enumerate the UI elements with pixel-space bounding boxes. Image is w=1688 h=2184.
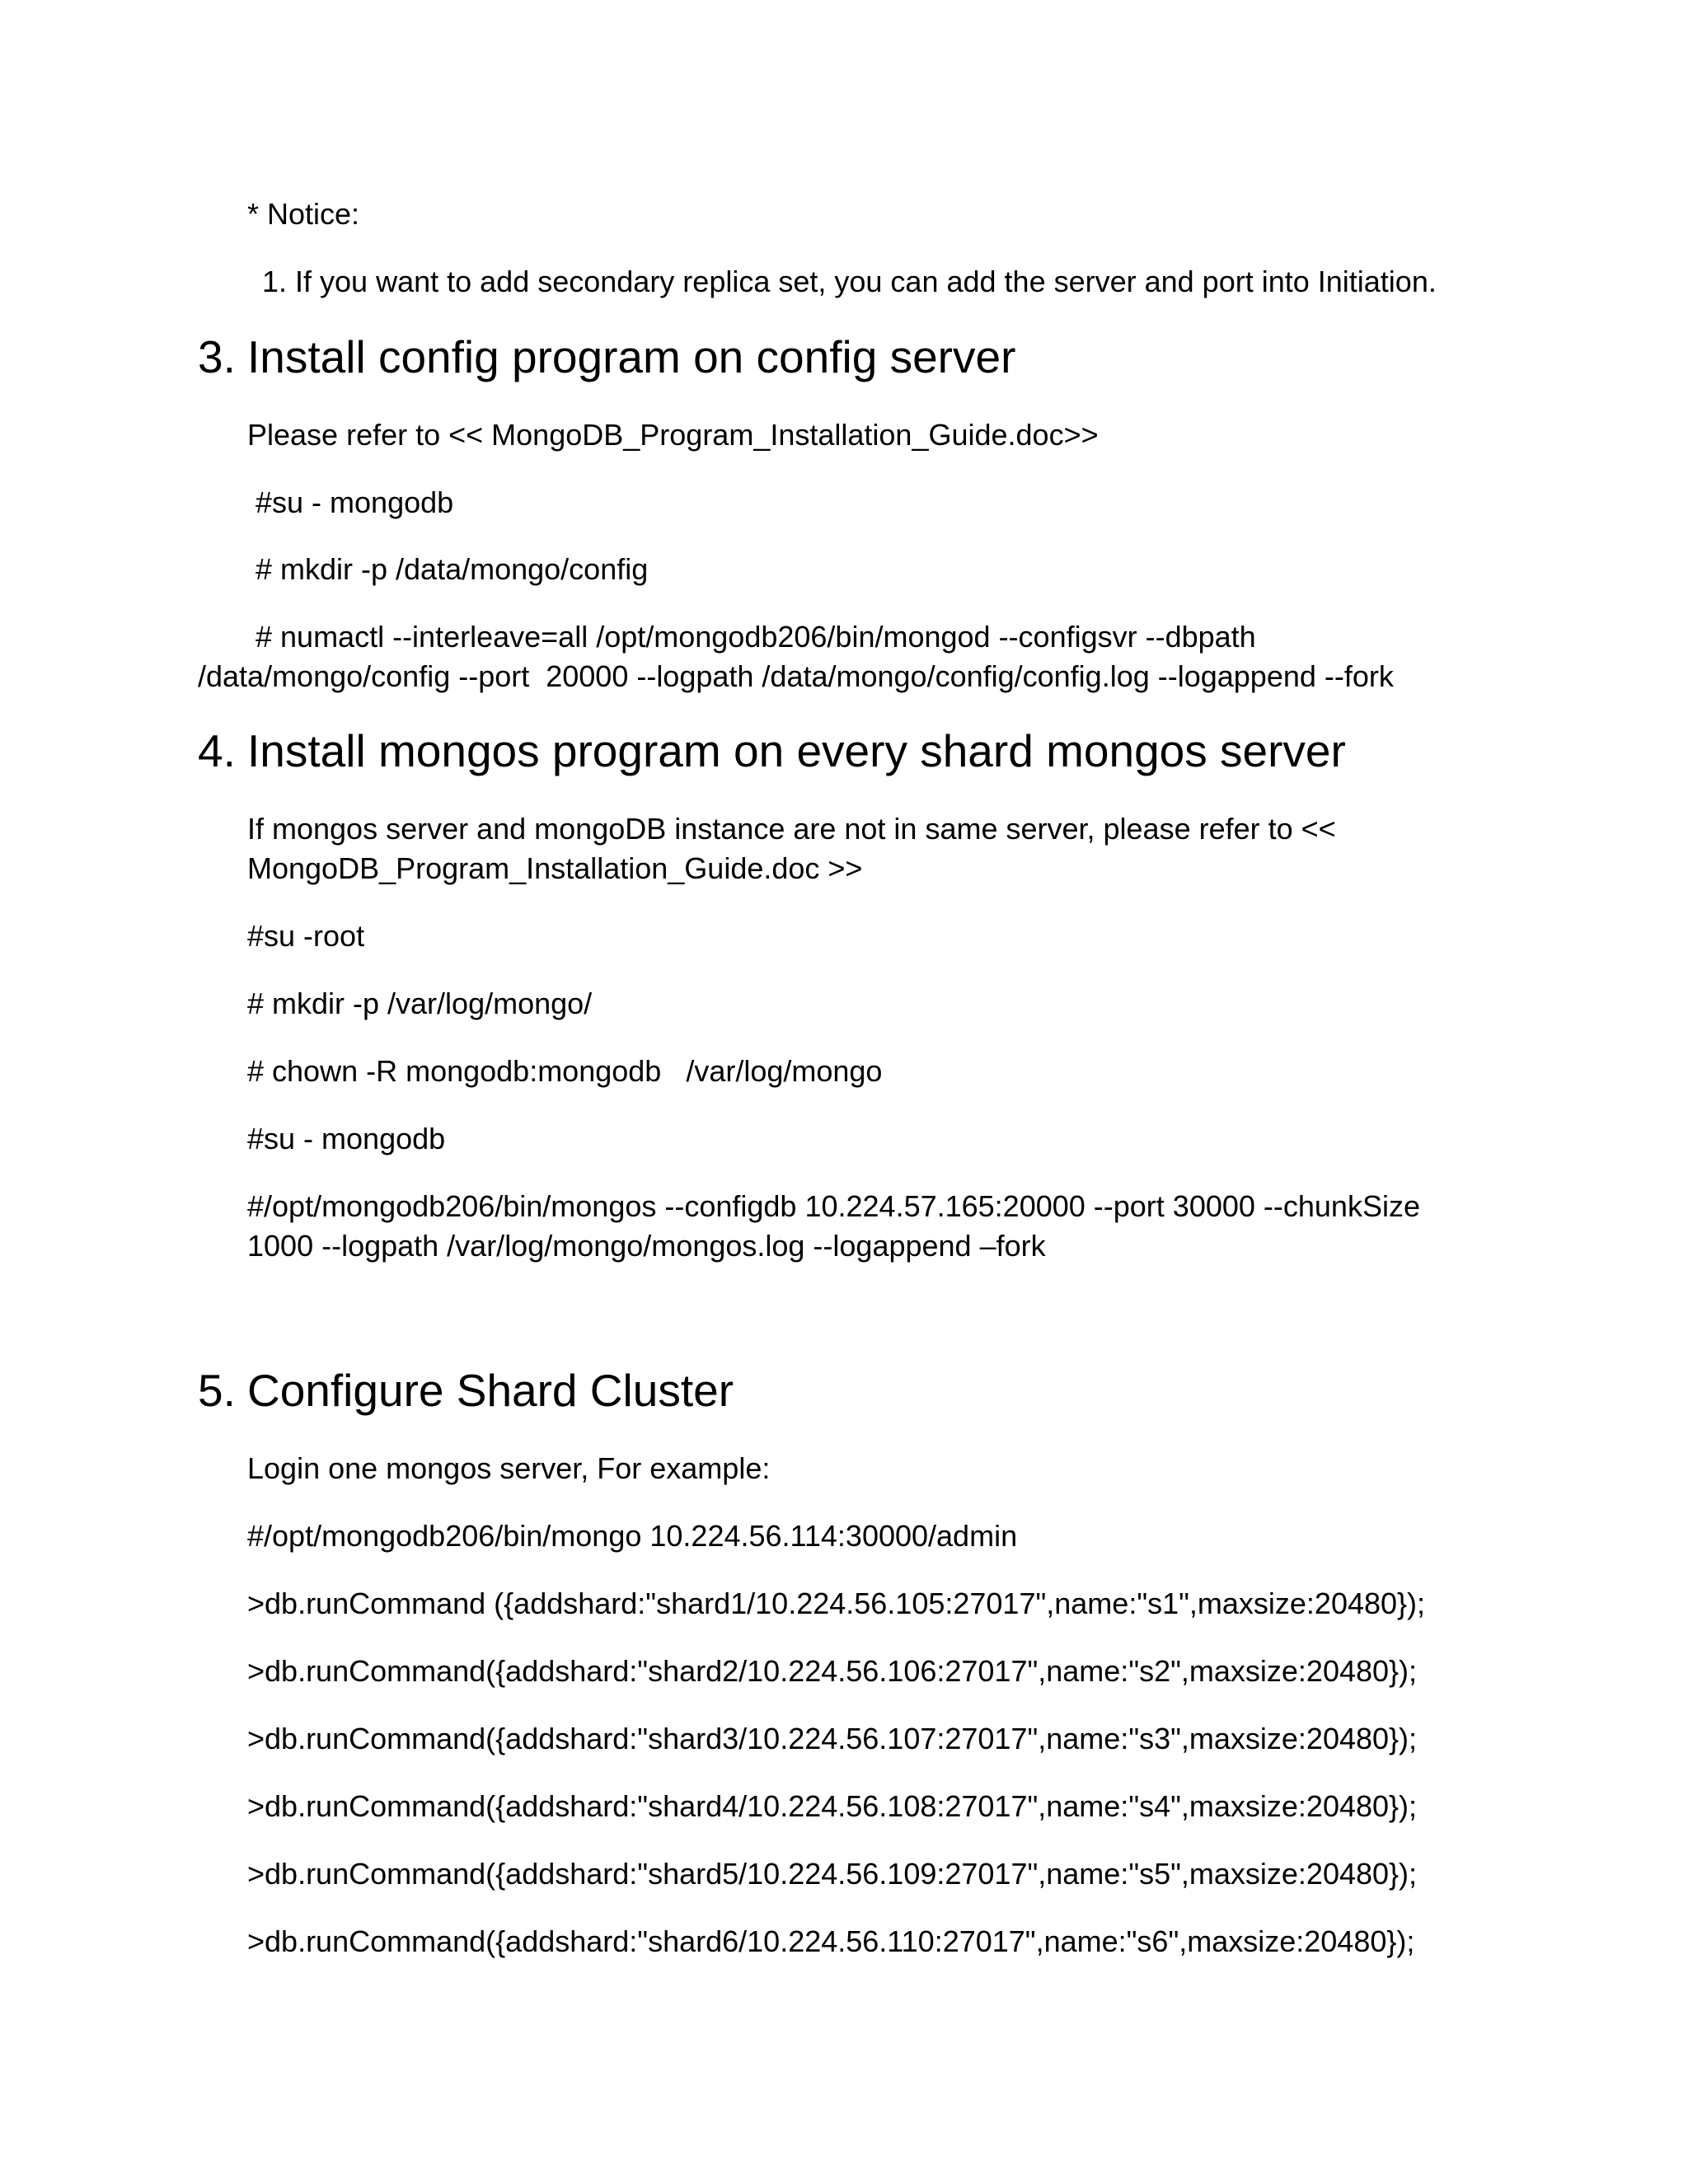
- section-5-heading: [198, 1363, 734, 1418]
- section-5-line: #/opt/mongodb206/bin/mongo 10.224.56.114:30000/admin: [247, 1519, 1018, 1553]
- section-4-line: # chown -R mongodb:mongodb /var/log/mongo: [247, 1054, 883, 1088]
- section-4-line: # mkdir -p /var/log/mongo/: [247, 987, 593, 1020]
- notice-label: * Notice:: [247, 197, 360, 231]
- section-4-line: #su - mongodb: [247, 1122, 446, 1155]
- section-5-line: >db.runCommand({addshard:"shard2/10.224.56.106:27017",name:"s2",maxsize:20480});: [247, 1654, 1418, 1688]
- section-5-line: Login one mongos server, For example:: [247, 1451, 771, 1485]
- section-title: Install mongos program on every shard mongos server: [247, 725, 1346, 776]
- section-4-line: 1000 --logpath /var/log/mongo/mongos.log --logappend –fork: [247, 1229, 1046, 1263]
- section-number: 4.: [198, 725, 236, 776]
- section-5-line: >db.runCommand ({addshard:"shard1/10.224.56.105:27017",name:"s1",maxsize:20480});: [247, 1586, 1426, 1620]
- section-3-heading: [198, 330, 1015, 384]
- section-3-line: # mkdir -p /data/mongo/config: [247, 552, 649, 586]
- section-number: 5.: [198, 1365, 236, 1416]
- section-4-line: If mongos server and mongoDB instance are not in same server, please refer to <<: [247, 812, 1336, 846]
- section-5-line: >db.runCommand({addshard:"shard3/10.224.56.107:27017",name:"s3",maxsize:20480});: [247, 1722, 1418, 1755]
- section-number: 3.: [198, 331, 236, 382]
- section-4-line: #su -root: [247, 919, 365, 953]
- section-title: Configure Shard Cluster: [247, 1365, 734, 1416]
- section-5-line: >db.runCommand({addshard:"shard5/10.224.56.109:27017",name:"s5",maxsize:20480});: [247, 1857, 1418, 1891]
- section-4-heading: [198, 724, 1346, 778]
- section-4-line: #/opt/mongodb206/bin/mongos --configdb 10.224.57.165:20000 --port 30000 --chunkSize: [247, 1189, 1420, 1223]
- section-3-line: /data/mongo/config --port 20000 --logpath /data/mongo/config/config.log --logappend --fork: [198, 659, 1394, 693]
- notice-item: 1. If you want to add secondary replica set, you can add the server and port into Initiation.: [262, 265, 1437, 298]
- section-5-line: >db.runCommand({addshard:"shard6/10.224.56.110:27017",name:"s6",maxsize:20480});: [247, 1924, 1415, 1958]
- section-3-line: #su - mongodb: [247, 485, 454, 519]
- section-4-line: MongoDB_Program_Installation_Guide.doc >>: [247, 851, 863, 885]
- section-title: Install config program on config server: [247, 331, 1016, 382]
- section-3-line: Please refer to << MongoDB_Program_Installation_Guide.doc>>: [247, 418, 1099, 452]
- section-5-line: >db.runCommand({addshard:"shard4/10.224.56.108:27017",name:"s4",maxsize:20480});: [247, 1789, 1418, 1823]
- section-3-line: # numactl --interleave=all /opt/mongodb206/bin/mongod --configsvr --dbpath: [247, 620, 1256, 654]
